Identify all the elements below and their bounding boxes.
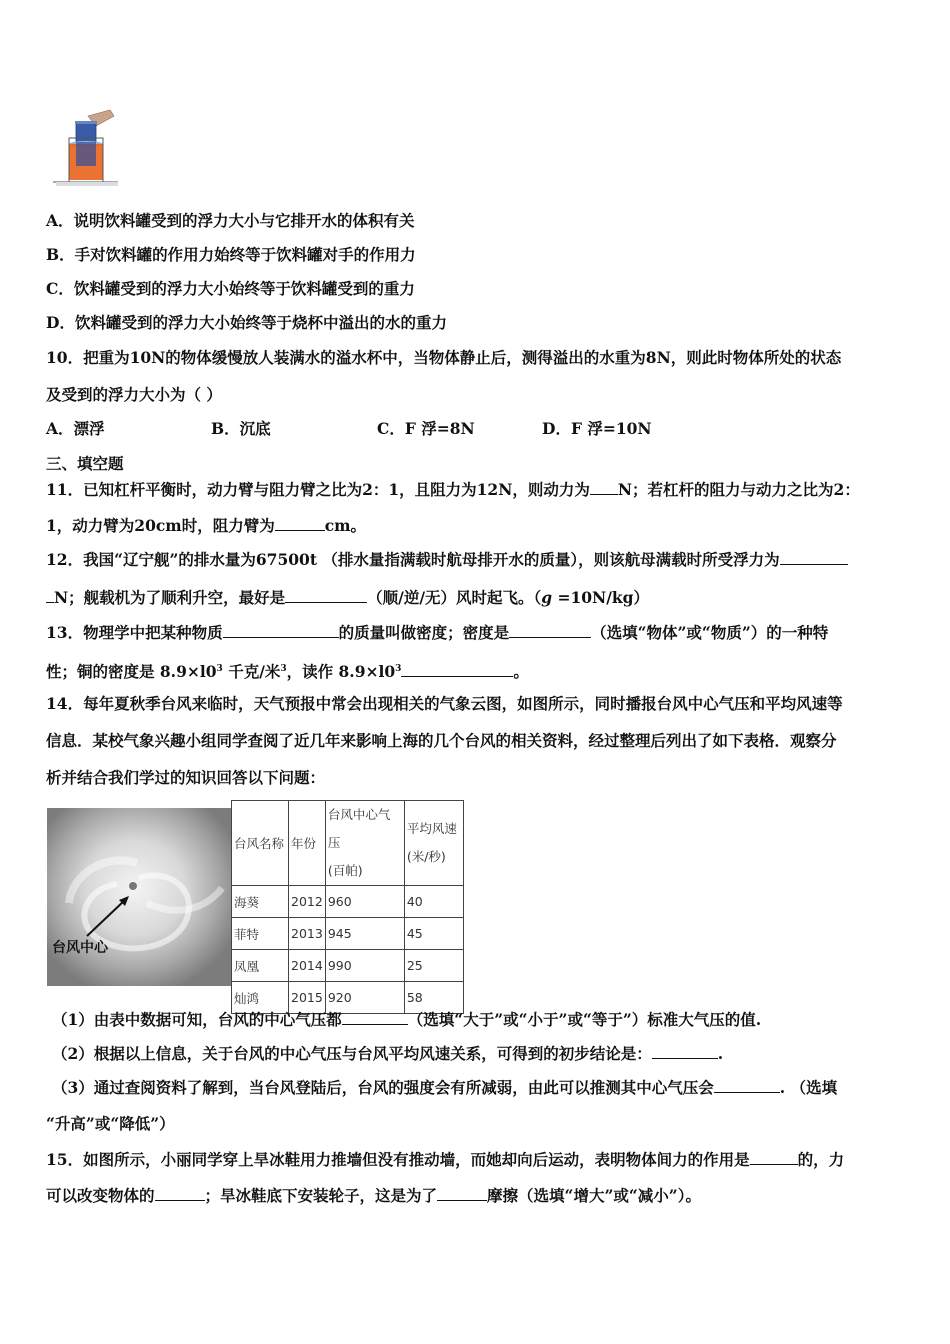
section-title-fill-blank: 三、填空题: [46, 454, 124, 473]
q10-option-b: B．沉底: [211, 419, 271, 438]
cell-name: 海葵: [232, 886, 289, 918]
q14-blank-p1[interactable]: [342, 1010, 408, 1025]
th-wind-label: 平均风速: [406, 821, 457, 836]
typhoon-data-table: [231, 800, 464, 1014]
table-row: [232, 886, 464, 918]
q14-line2: 信息．某校气象兴趣小组同学查阅了近几年来影响上海的几个台风的相关资料，经过整理后列出了如下表格．观察分: [46, 731, 837, 750]
table-row: [232, 918, 464, 950]
cell-name: 凤凰: [232, 950, 289, 982]
q13-blank-volume[interactable]: [223, 623, 339, 638]
q13-text-g: 。: [513, 662, 529, 682]
q15-line2: [46, 1186, 701, 1206]
th-pressure-unit: (百帕): [327, 863, 363, 878]
q14-part3: [52, 1078, 837, 1098]
table-header-row: [232, 801, 464, 886]
q14-part3-options: “升高”或“降低”）: [46, 1114, 175, 1133]
q12-text-c: （顺/逆/无）风时起飞。（: [367, 588, 542, 607]
q11-text-d: cm。: [324, 516, 367, 535]
q11-text-b: N；若杠杆的阻力与动力之比为2：: [617, 480, 860, 499]
typhoon-cloud-image: [47, 808, 231, 986]
q9-option-b: B．手对饮料罐的作用力始终等于饮料罐对手的作用力: [46, 245, 416, 264]
q12-blank-wind[interactable]: [285, 588, 367, 603]
cell-pressure: 990: [325, 950, 404, 982]
q13-text-f: ，读作 8.9×l0: [286, 662, 396, 682]
q14-p3-text-b: . （选填: [779, 1078, 838, 1097]
q10-option-d: D．F 浮=10N: [542, 419, 652, 438]
table-row: [232, 982, 464, 1014]
q14-p1-text-a: （1）由表中数据可知，台风的中心气压都: [52, 1010, 342, 1029]
th-wind: [404, 801, 463, 886]
q10-option-c: C．F 浮=8N: [377, 419, 475, 438]
cell-wind: 58: [404, 982, 463, 1014]
cell-wind: 25: [404, 950, 463, 982]
q13-sup-2: 3: [280, 664, 287, 674]
table-row: [232, 950, 464, 982]
q15-blank-motion[interactable]: [155, 1186, 205, 1201]
q13-blank-substance[interactable]: [509, 623, 591, 638]
q13-line2: [46, 659, 529, 682]
cell-year: 2014: [289, 950, 326, 982]
q12-text-b: N；舰载机为了顺利升空，最好是: [54, 588, 286, 607]
cell-year: 2015: [289, 982, 326, 1014]
cell-wind: 45: [404, 918, 463, 950]
q15-text-b: 的，力: [797, 1150, 845, 1169]
cell-pressure: 920: [325, 982, 404, 1014]
q10-option-a: A．漂浮: [46, 419, 105, 438]
q13-sup-3: 3: [395, 664, 402, 674]
q11-blank-arm[interactable]: [275, 516, 325, 531]
q14-blank-p3[interactable]: [714, 1078, 780, 1093]
q9-option-d: D．饮料罐受到的浮力大小始终等于烧杯中溢出的水的重力: [46, 313, 447, 332]
cell-year: 2013: [289, 918, 326, 950]
q15-blank-mutual[interactable]: [750, 1150, 798, 1165]
q12-blank-buoyancy[interactable]: [780, 550, 848, 565]
q12-line1: [46, 550, 848, 570]
q14-part1: [52, 1010, 761, 1030]
q11-line2: [46, 516, 366, 536]
q9-option-a: A．说明饮料罐受到的浮力大小与它排开水的体积有关: [46, 211, 415, 230]
q13-sup-1: 3: [216, 664, 223, 674]
q13-text-e: 千克/米: [222, 662, 281, 682]
q12-text-a: 12．我国“辽宁舰”的排水量为67500t （排水量指满载时航母排开水的质量），则该航母满载时所受浮力为: [46, 550, 780, 569]
th-name: 台风名称: [232, 801, 289, 886]
th-year: 年份: [289, 801, 326, 886]
q14-p1-text-b: （选填“大于”或“小于”或“等于”）标准大气压的值.: [407, 1010, 762, 1029]
cell-wind: 40: [404, 886, 463, 918]
cell-pressure: 960: [325, 886, 404, 918]
q10-stem-line1: 10．把重为10N的物体缓慢放人装满水的溢水杯中，当物体静止后，测得溢出的水重为8N，则此时物体所处的状态: [46, 348, 842, 367]
q15-line1: [46, 1150, 844, 1170]
q14-line1: 14．每年夏秋季台风来临时，天气预报中常会出现相关的气象云图，如图所示，同时播报台风中心气压和平均风速等: [46, 694, 843, 713]
q13-text-d: 性；铜的密度是 8.9×l0: [46, 662, 217, 682]
q13-blank-reading[interactable]: [401, 662, 513, 677]
q14-p3-text-a: （3）通过查阅资料了解到，当台风登陆后，台风的强度会有所减弱，由此可以推测其中心气压会: [52, 1078, 714, 1097]
q13-text-c: （选填“物体”或“物质”）的一种特: [591, 623, 829, 642]
q14-p2-text-b: .: [717, 1044, 724, 1063]
q11-blank-force[interactable]: [590, 480, 618, 495]
q15-text-c: 可以改变物体的: [46, 1186, 155, 1205]
cell-name: 灿鸿: [232, 982, 289, 1014]
q13-text-b: 的质量叫做密度；密度是: [338, 623, 510, 642]
q15-text-e: 摩擦（选填“增大”或“减小”）。: [487, 1186, 701, 1205]
q11-text-c: 1，动力臂为20cm时，阻力臂为: [46, 516, 275, 535]
typhoon-center-label: 台风中心: [52, 940, 108, 956]
th-pressure: [325, 801, 404, 886]
q12-g-symbol: g: [541, 588, 553, 607]
q9-option-c: C．饮料罐受到的浮力大小始终等于饮料罐受到的重力: [46, 279, 415, 298]
q10-stem-line2: 及受到的浮力大小为（ ）: [46, 385, 222, 404]
q12-line2: [46, 588, 649, 608]
cell-year: 2012: [289, 886, 326, 918]
q12-text-d: =10N/kg）: [552, 588, 649, 607]
q14-p2-text-a: （2）根据以上信息，关于台风的中心气压与台风平均风速关系，可得到的初步结论是：: [52, 1044, 652, 1063]
q12-blank-buoyancy-tail[interactable]: [46, 588, 54, 603]
th-wind-unit: (米/秒): [406, 849, 446, 864]
q15-text-a: 15．如图所示，小丽同学穿上旱冰鞋用力推墙但没有推动墙，而她却向后运动，表明物体间力的作用是: [46, 1150, 750, 1169]
cell-name: 菲特: [232, 918, 289, 950]
cell-pressure: 945: [325, 918, 404, 950]
q11-text-a: 11．已知杠杆平衡时，动力臂与阻力臂之比为2：1，且阻力为12N，则动力为: [46, 480, 590, 499]
q13-line1: [46, 623, 828, 643]
q14-part2: [52, 1044, 723, 1064]
q14-blank-p2[interactable]: [652, 1044, 718, 1059]
q13-text-a: 13．物理学中把某种物质: [46, 623, 223, 642]
can-in-beaker-figure: [48, 108, 120, 188]
q15-blank-friction[interactable]: [437, 1186, 487, 1201]
q14-line3: 析并结合我们学过的知识回答以下问题：: [46, 768, 326, 787]
q11-line1: [46, 480, 860, 500]
th-pressure-label: 台风中心气压: [327, 807, 391, 850]
q15-text-d: ；旱冰鞋底下安装轮子，这是为了: [204, 1186, 438, 1205]
